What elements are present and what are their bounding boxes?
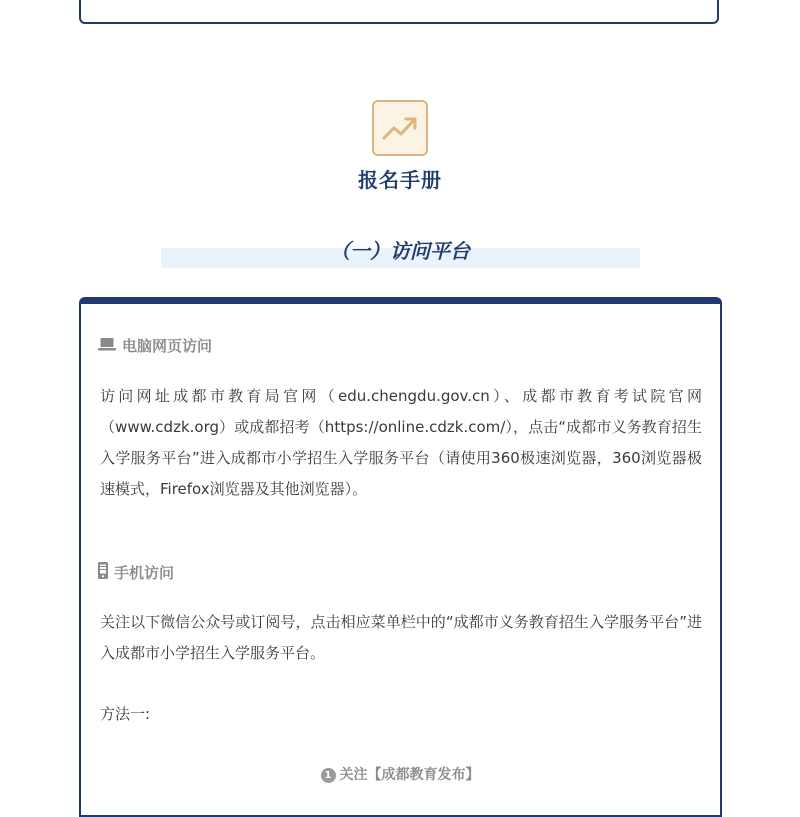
phone-icon <box>98 562 108 583</box>
mobile-access-heading <box>98 562 174 583</box>
method-one-label: 方法一: <box>100 705 151 723</box>
trend-chart-icon <box>372 100 428 156</box>
follow-step <box>0 764 800 784</box>
step-number-badge: 1 <box>321 768 336 783</box>
follow-step-text: 关注【成都教育发布】 <box>339 767 480 783</box>
section-title: 报名手册 <box>358 168 442 192</box>
pc-access-heading-text: 电脑网页访问 <box>122 337 213 355</box>
previous-card-bottom <box>79 0 719 24</box>
access-platform-card <box>79 297 722 817</box>
mobile-access-paragraph: 关注以下微信公众号或订阅号，点击相应菜单栏中的“成都市义务教育招生入学服务平台”进入成都市小学招生入学服务平台。 <box>100 613 702 662</box>
mobile-access-heading-text: 手机访问 <box>114 564 175 582</box>
laptop-icon <box>98 337 116 355</box>
section-subtitle: （一）访问平台 <box>330 239 470 263</box>
pc-access-heading <box>98 335 212 356</box>
pc-access-paragraph: 访问网址成都市教育局官网（edu.chengdu.gov.cn）、成都市教育考试院官网（www.cdzk.org）或成都招考（https://online.cdzk.com/），点击“成都市义务教育招生入学服务平台”进入成都市小学招生入学服务平台（请使用360极速浏览器，360浏览器极速模式，Firefox浏览器及其他浏览器）。 <box>100 387 702 498</box>
